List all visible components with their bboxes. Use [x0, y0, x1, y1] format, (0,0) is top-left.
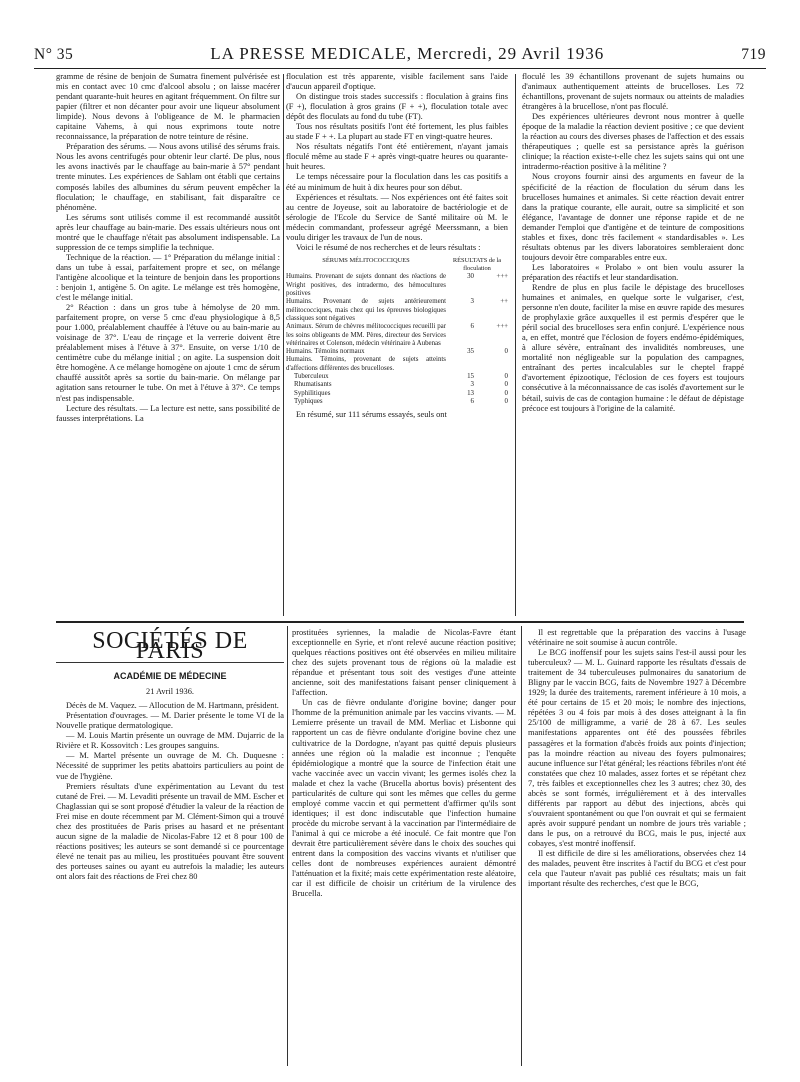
table-row: [286, 298, 508, 323]
paragraph: — M. Martel présente un ouvrage de M. Ch. Duquesne : Nécessité de supprimer les petits abattoirs particuliers au point de vue de l'hygiène.: [56, 751, 284, 781]
table-cell-result: 0: [504, 397, 508, 405]
paragraph: Il est regrettable que la préparation des vaccins à l'usage vétérinaire ne soit soumise à aucun contrôle.: [528, 628, 746, 648]
paragraph: Nos résultats négatifs l'ont été entièrement, n'ayant jamais floculé même au stade F + après vingt-quatre heures ou quarante-huit heures.: [286, 142, 508, 172]
page-header: N° 35 LA PRESSE MEDICALE, Mercredi, 29 Avril 1936 719: [34, 44, 766, 63]
column-divider: [521, 626, 522, 1066]
paragraph: En résumé, sur 111 sérums essayés, seuls ont: [296, 410, 447, 420]
paragraph: Il est difficile de dire si les améliorations, observées chez 14 des malades, peuvent être inscrites à l'actif du BCG et c'est pour cela que l'auteur n'avait pas publié ces résultats; mais un fait important résulte des recherches, c'est que le BCG,: [528, 849, 746, 889]
section-heading: SOCIÉTÉS DE PARIS: [92, 628, 248, 665]
paragraph: Tous nos résultats positifs l'ont été fortement, les plus faibles au stade F + +. La plupart au stade FT en vingt-quatre heures.: [286, 122, 508, 142]
academy-heading: ACADÉMIE DE MÉDECINE: [113, 671, 227, 682]
journal-title: LA PRESSE MEDICALE: [210, 44, 407, 63]
column-divider: [287, 626, 288, 1066]
table-cell-label: Rhumatisants: [294, 381, 332, 389]
article-column-2: [286, 72, 508, 420]
table-header: [286, 257, 508, 274]
page-number: 719: [741, 46, 766, 63]
issue-date: Mercredi, 29 Avril 1936: [417, 44, 605, 63]
paragraph: Rendre de plus en plus facile le dépistage des brucelloses humaines et animales, en quelque sorte le vulgariser, c'est, personne n'en doute, faciliter la mise en œuvre rapide des mesures de prophylaxie grâce auxquelles il est permis d'espérer que le péril social des brucelloses sera enfin conjuré. L'expérience nous a, en effet, montré que l'éclosion de foyers endémo-épidémiques, à allure sévère, entraînant des invalidités nombreuses, une mortalité non négligeable sur la population des campagnes, entraînant des pertes incalculables sur le cheptel frappé d'avortement épizootique, l'éclosion de ces foyers est toujours consécutive à la méconnaissance de cas isolés d'avortement sur le bétail, suivis de cas de contagion humaine : le défaut de dépistage précoce est toujours à l'origine de la calamité.: [522, 282, 744, 413]
paragraph: Premiers résultats d'une expérimentation au Levant du test cutané de Frei. — M. Levaditi présente un travail de MM. Escher et Chaglassian qui se sont proposé d'étudier la valeur de la réaction de Frei mise en doute récemment par M. Clément-Simon qui a trouvé chez des prostituées de Paris prises au hasard et ne présentant aucun signe de la maladie de Nicolas-Fabre 12 et 8 pour 100 de réactions positives; les auteurs se sont demandé si ce pourcentage élevé ne tenait pas au milieu, les prostituées pouvant être souvent des porteuses saines ou ayant eu autrefois la maladie; les auteurs ont alors fait des réactions de Frei chez 80: [56, 781, 284, 881]
paragraph: Décès de M. Vaquez. — Allocution de M. Hartmann, président.: [66, 701, 279, 711]
paragraph: Expériences et résultats. — Nos expériences ont été faites soit au centre de Joyeuse, soit au laboratoire de bactériologie et de sérologie de l'Ecole du Service de Santé militaire où M. le médecin commandant, professeur agrégé Meerssmann, a bien voulu diriger les travaux de l'un de nous.: [286, 192, 508, 242]
paragraph: Les sérums sont utilisés comme il est recommandé aussitôt après leur chauffage au bain-marie. Des essais ultérieurs nous ont montré que le chauffage n'était pas absolument indispensable. La suppression de ce temps simplifie la technique.: [56, 212, 280, 252]
paragraph: Un cas de fièvre ondulante d'origine bovine; danger pour l'homme de la prémunition animale par les vaccins vivants. — M. Lemierre présente un travail de MM. Merliac et Lisbonne qui rapportent un cas de fièvre ondulante d'origine bovine chez une cultivatrice de la Dordogne, n'ayant pas quitté depuis plusieurs années une région où la maladie est inconnue ; l'enquête épidémiologique a montré que la source de l'infection était une vache vaccinée avec un vaccin vivant; les germes isolés chez la malade et chez la vache (Brucella abortus bovis) présentent des particularités de culture qui sont les mêmes que celles du germe employé comme vaccin et qui permettent d'affirmer qu'ils sont identiques; il est donc indiscutable que l'infection humaine procède du microbe servant à la vaccination par l'intermédiaire de l'animal à qui ce microbe a été inoculé. Ce fait montre que l'on devrait être particulièrement sévère dans le choix des souches qui entrent dans la composition des vaccins vivants et n'utiliser que celles dont de nombreuses expériences auraient démontré l'atténuation et la fixité; mais cette expérimentation reste aléatoire, car il est difficile de choisir un critérium de la virulence des Brucella.: [292, 698, 516, 899]
table-row: [286, 323, 508, 348]
table-cell-label: Typhiques: [294, 397, 323, 405]
table-row: [286, 348, 508, 356]
table-cell-count: 6: [470, 323, 474, 331]
paragraph: Présentation d'ouvrages. — M. Darier présente le tome VI de la Nouvelle pratique dermatologique.: [56, 711, 284, 731]
societes-column-3: [528, 628, 746, 889]
table-cell-label: Humains. Provenant de sujets donnant des réactions de Wright positives, des intradermo, des hémocultures positives: [286, 273, 446, 298]
paragraph: Technique de la réaction. — 1° Préparation du mélange initial : dans un tube à essai, parfaitement propre et sec, on mélange l'antigène alcoolique et la teinture de benjoin dans les proportions : benjoin 1, antigène 5. On agite. Le mélange est très homogène, c'est le mélange initial.: [56, 252, 280, 303]
paragraph: Préparation des sérums. — Nous avons utilisé des sérums frais. Nous les avons centrifugés pour obtenir leur clarté. De plus, nous les avons inactivés par le chauffage au bain-marie à 57° pendant trente minutes. Les expériences de Sahlam ont établi que certains composés labiles des albumines du sérum peuvent empêcher la floculation; le chauffage, en stabilisant, fait disparaître ce phénomène.: [56, 142, 280, 212]
table-cell-result: +++: [496, 323, 508, 331]
table-cell-count: [446, 356, 474, 373]
table-cell-label: Humains. Témoins normaux: [286, 348, 365, 356]
table-row: [286, 356, 508, 373]
table-cell-label: Humains. Témoins, provenant de sujets atteints d'affections différentes des brucelloses.: [286, 356, 446, 372]
table-cell-label: Tuberculeux: [294, 373, 329, 380]
table-cell-count: 35: [467, 348, 474, 356]
column-divider: [283, 74, 284, 616]
paragraph: Les laboratoires « Prolabo » ont bien voulu assurer la préparation des réactifs et leur standardisation.: [522, 262, 744, 282]
paragraph: gramme de résine de benjoin de Sumatra finement pulvérisée est mis en contact avec 10 cmc d'alcool absolu ; on laisse macérer pendant quarante-huit heures en agitant fréquemment. On filtre sur papier (filtrer et non décanter pour avoir une liqueur absolument limpide). Nous devons à l'obligeance de M. le pharmacien capitaine Vahems, à qui nous exprimons toute notre reconnaissance, la préparation de notre teinture de résine.: [56, 72, 280, 142]
column-divider: [515, 74, 516, 616]
header-rule: [34, 68, 766, 69]
table-cell-count: 15: [467, 373, 474, 380]
table-row: [286, 381, 508, 389]
session-date: 21 Avril 1936.: [146, 687, 194, 697]
article-column-3: [522, 72, 744, 414]
paragraph: Des expériences ultérieures devront nous montrer à quelle époque de la maladie la réaction devient positive ; ce que devient la réaction au cours des diverses phases de l'affection et des essais thérapeutiques ; quelle est sa persistance après la guérison clinique; la réaction existe-t-elle chez les sujets sains qui ont une intradermo-réaction positive à la mélitine ?: [522, 112, 744, 172]
paragraph: 2° Réaction : dans un gros tube à hémolyse de 20 mm. parfaitement propre, on verse 5 cmc d'eau physiologique à 8,5 pour 1.000, préalablement chauffée à l'étuve ou au bain-marie au voisinage de 37°. L'eau de rinçage et la verrerie doivent être préalablement mises à l'étuve à 37°. Ensuite, on verse 1/10 de centimètre cube du mélange initial ; on agite. La suspension doit être homogène. A ce mélange homogène on ajoute 1 cmc de sérum chauffé aussitôt après sa sortie du bain-marie. On mélange par agitation sans retourner le tube. On met à l'étuve à 37°. Ce temps n'est pas indispensable.: [56, 303, 280, 403]
table-cell-label: Syphilitiques: [294, 389, 331, 397]
results-table: [286, 257, 508, 406]
table-head-right: RÉSULTATS de la floculation: [452, 256, 502, 273]
table-cell-label: Animaux. Sérum de chèvres mélitococciques recueilli par les soins obligeants de MM. Pères, directeur des Services vétérinaires et Colenson, médecin vétérinaire à Aubenas: [286, 323, 446, 347]
article-column-1: [56, 72, 280, 424]
table-cell-result: 0: [504, 389, 508, 397]
issue-number: N° 35: [34, 46, 74, 63]
paragraph: floculé les 39 échantillons provenant de sujets humains ou d'animaux authentiquement atteints de brucelloses. Les 72 échantillons, provenant de sujets normaux ou atteints de maladies étrangères à la brucellose, n'ont pas floculé.: [522, 72, 744, 112]
section-rule: [56, 621, 744, 623]
table-row: [286, 373, 508, 381]
paragraph: Nous croyons fournir ainsi des arguments en faveur de la spécificité de la réaction de floculation du sérum dans les brucelloses humaines et animales. Si cette réaction devait entrer dans la pratique courante, elle aurait, outre sa simplicité et son élégance, l'avantage de donner une réponse rapide et de ne demander l'emploi que d'antigène et de teinture de compositions stables et fixes, donc très facilement « standardisables ». Les résultats obtenus par les divers laboratoires sembleraient donc toujours devoir être comparables entre eux.: [522, 172, 744, 262]
table-cell-result: +++: [496, 273, 508, 281]
societes-column-2: [292, 628, 516, 899]
societes-column-1: [56, 628, 284, 882]
table-cell-count: 13: [467, 389, 474, 397]
paragraph: Lecture des résultats. — La lecture est nette, sans possibilité de fausses interprétations. La: [56, 403, 280, 423]
table-cell-label: Humains. Provenant de sujets antérieurement mélitococciques, mais chez qui les épreuves biologiques classiques sont négatives: [286, 298, 446, 322]
table-cell-result: [474, 356, 508, 373]
paragraph: prostituées syriennes, la maladie de Nicolas-Favre étant exceptionnelle en Syrie, et n'ont relevé aucune réaction positive; quelques réactions positives ont été observées en milieu militaire chez des sujets provenant tous de régions où la maladie est répandue et présentant tous soit des vestiges d'une atteinte ancienne, soit des manifestations faisant penser cliniquement à l'affection.: [292, 628, 516, 698]
paragraph: Le temps nécessaire pour la floculation dans les cas positifs a été au minimum de huit à dix heures pour son début.: [286, 172, 508, 192]
table-cell-result: 0: [504, 348, 508, 356]
paragraph: On distingue trois stades successifs : floculation à grains fins (F +), floculation à gros grains (F + +), floculation totale avec dépôt des floculats au fond du tube (FT).: [286, 92, 508, 122]
table-row: [286, 398, 508, 406]
paragraph: floculation est très apparente, visible facilement sans l'aide d'aucun appareil d'optique.: [286, 72, 508, 92]
table-cell-result: 0: [504, 381, 508, 389]
table-cell-count: 3: [470, 298, 474, 306]
paragraph: Le BCG inoffensif pour les sujets sains l'est-il aussi pour les tuberculeux? — M. L. Guinard rapporte les résultats d'essais de traitement de 34 tuberculeuses pulmonaires du sanatorium de Bligny par le vaccin BCG, faits de Novembre 1927 à Décembre 1929; la durée des traitements, rarement inférieure à 10 mois, a été pour certains de 15 et 20 mois; le nombre des injections, répétées 3 ou 4 fois par mois à des doses atteignant à la fin 25/100 de milligramme, a varié de 28 à 67. Les seules manifestations apparentes ont été des poussées fébriles passagères et la formation d'abcès froids aux points d'injection; pas la moindre réaction au niveau des foyers pulmonaires; aucune influence sur l'état général; les réactions fébriles n'ont été constatées que chez 10 malades, assez fortes et se répétant chez 7, très faibles et exceptionnelles chez les 3 autres; chez 30, des abcès se sont formés, irrégulièrement et à des intervalles différents par rapport au début des injections, abcès qui s'ouvraient spontanément ou que l'on ouvrait et qui se fermaient après avoir suppuré pendant un nombre de jours très variable ; dans le pus, on a retrouvé du BCG, mais le pus, injecté aux cobayes, s'est montré inoffensif.: [528, 648, 746, 848]
table-head-left: SÉRUMS MÉLITOCOCCIQUES: [322, 256, 410, 264]
table-cell-count: 3: [470, 381, 474, 389]
table-cell-result: 0: [504, 373, 508, 380]
table-cell-count: 6: [470, 397, 474, 405]
table-cell-result: ++: [500, 298, 508, 306]
table-cell-count: 30: [467, 273, 474, 281]
paragraph: Voici le résumé de nos recherches et de leurs résultats :: [296, 242, 481, 252]
table-row: [286, 273, 508, 298]
table-row: [286, 390, 508, 398]
paragraph: — M. Louis Martin présente un ouvrage de MM. Dujarric de la Rivière et R. Kossovitch : Les groupes sanguins.: [56, 731, 284, 751]
